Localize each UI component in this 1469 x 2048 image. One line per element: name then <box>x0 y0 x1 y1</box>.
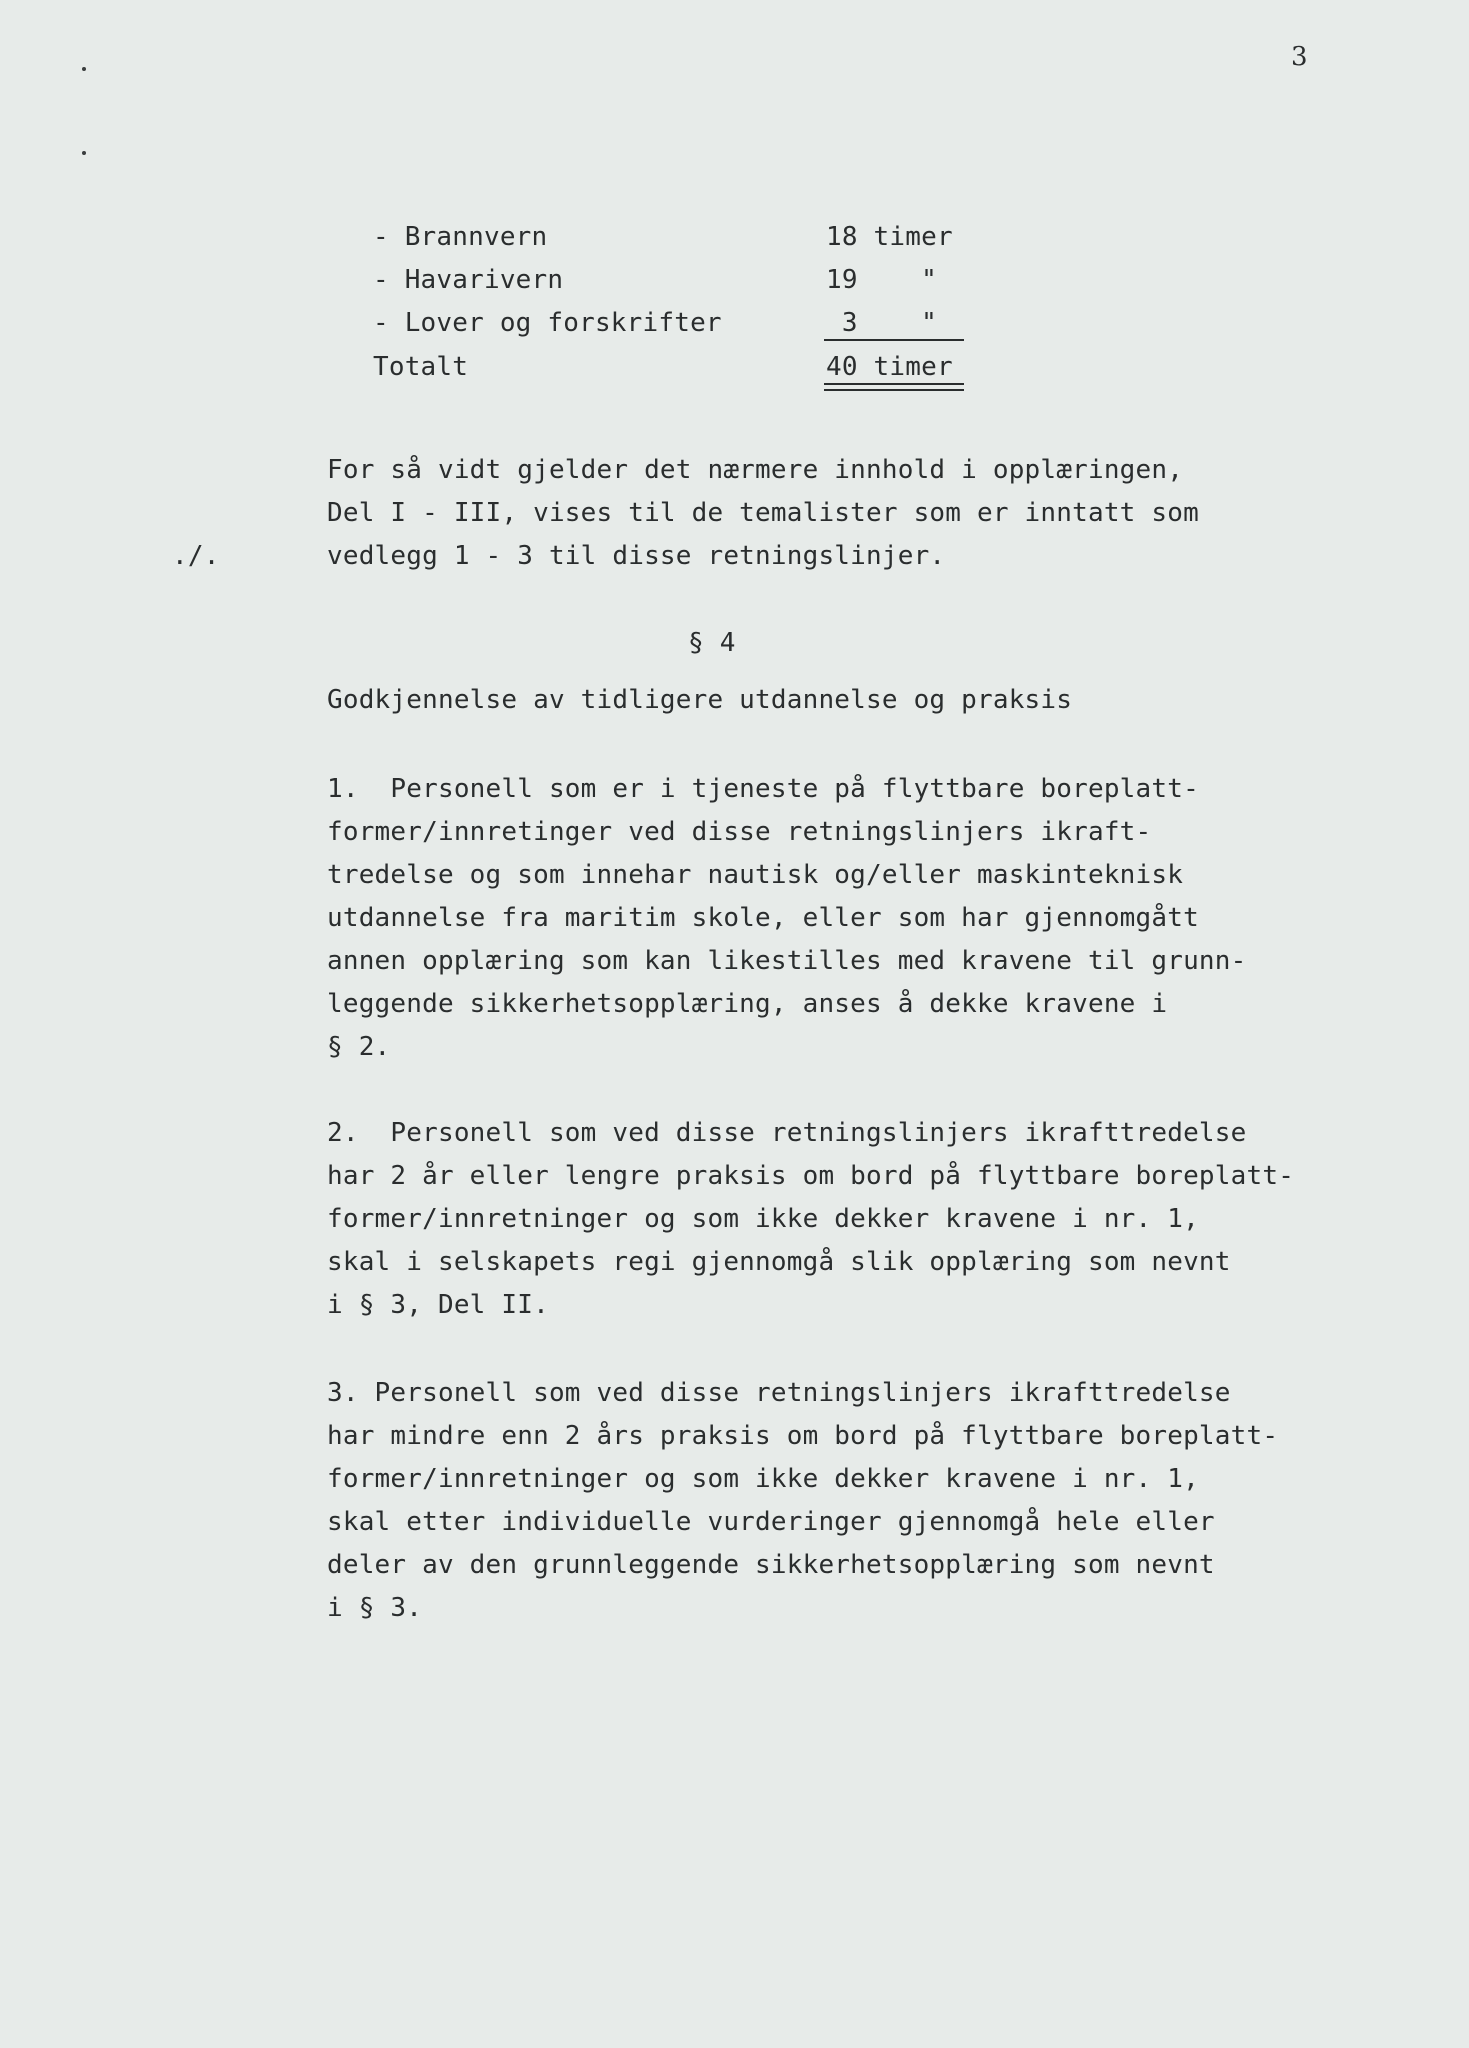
sum-rule <box>824 339 964 341</box>
paragraph-line: 1. Personell som er i tjeneste på flyttbare boreplatt- <box>327 774 1199 804</box>
total-label: Totalt <box>373 352 469 382</box>
table-row-label: - Brannvern <box>373 222 548 252</box>
paragraph-line: skal i selskapets regi gjennomgå slik opplæring som nevnt <box>327 1247 1231 1277</box>
table-row-label: - Havarivern <box>373 265 564 295</box>
paragraph-line: leggende sikkerhetsopplæring, anses å dekke kravene i <box>327 989 1168 1019</box>
punch-mark <box>82 67 86 71</box>
table-row-value: 3 " <box>826 308 937 338</box>
margin-marker: ./. <box>172 541 220 571</box>
paragraph-line: i § 3, Del II. <box>327 1290 549 1320</box>
paragraph-line: 2. Personell som ved disse retningslinjers ikrafttredelse <box>327 1118 1247 1148</box>
paragraph-line: former/innretninger og som ikke dekker kravene i nr. 1, <box>327 1204 1199 1234</box>
total-value: 40 timer <box>826 352 953 382</box>
paragraph-line: tredelse og som innehar nautisk og/eller maskinteknisk <box>327 860 1184 890</box>
paragraph-line: har 2 år eller lengre praksis om bord på flyttbare boreplatt- <box>327 1161 1295 1191</box>
total-double-rule <box>824 383 964 385</box>
paragraph-line: har mindre enn 2 års praksis om bord på flyttbare boreplatt- <box>327 1421 1279 1451</box>
section-heading: Godkjennelse av tidligere utdannelse og praksis <box>327 685 1073 715</box>
total-double-rule <box>824 389 964 391</box>
table-row-value: 19 " <box>826 265 937 295</box>
paragraph-line: 3. Personell som ved disse retningslinjers ikrafttredelse <box>327 1378 1231 1408</box>
punch-mark <box>82 151 86 155</box>
page-number: 3 <box>1291 42 1308 72</box>
paragraph-line: i § 3. <box>327 1593 423 1623</box>
paragraph-line: deler av den grunnleggende sikkerhetsopplæring som nevnt <box>327 1550 1215 1580</box>
section-number: § 4 <box>688 628 736 658</box>
paragraph-line: skal etter individuelle vurderinger gjennomgå hele eller <box>327 1507 1215 1537</box>
paragraph-line: Del I - III, vises til de temalister som er inntatt som <box>327 498 1199 528</box>
paragraph-line: vedlegg 1 - 3 til disse retningslinjer. <box>327 541 946 571</box>
paragraph-line: For så vidt gjelder det nærmere innhold i opplæringen, <box>327 455 1184 485</box>
table-row-value: 18 timer <box>826 222 953 252</box>
table-row-label: - Lover og forskrifter <box>373 308 722 338</box>
paragraph-line: former/innretninger og som ikke dekker kravene i nr. 1, <box>327 1464 1199 1494</box>
paragraph-line: annen opplæring som kan likestilles med kravene til grunn- <box>327 946 1247 976</box>
paragraph-line: former/innretinger ved disse retningslinjers ikraft- <box>327 817 1152 847</box>
paragraph-line: utdannelse fra maritim skole, eller som har gjennomgått <box>327 903 1199 933</box>
paragraph-line: § 2. <box>327 1032 391 1062</box>
